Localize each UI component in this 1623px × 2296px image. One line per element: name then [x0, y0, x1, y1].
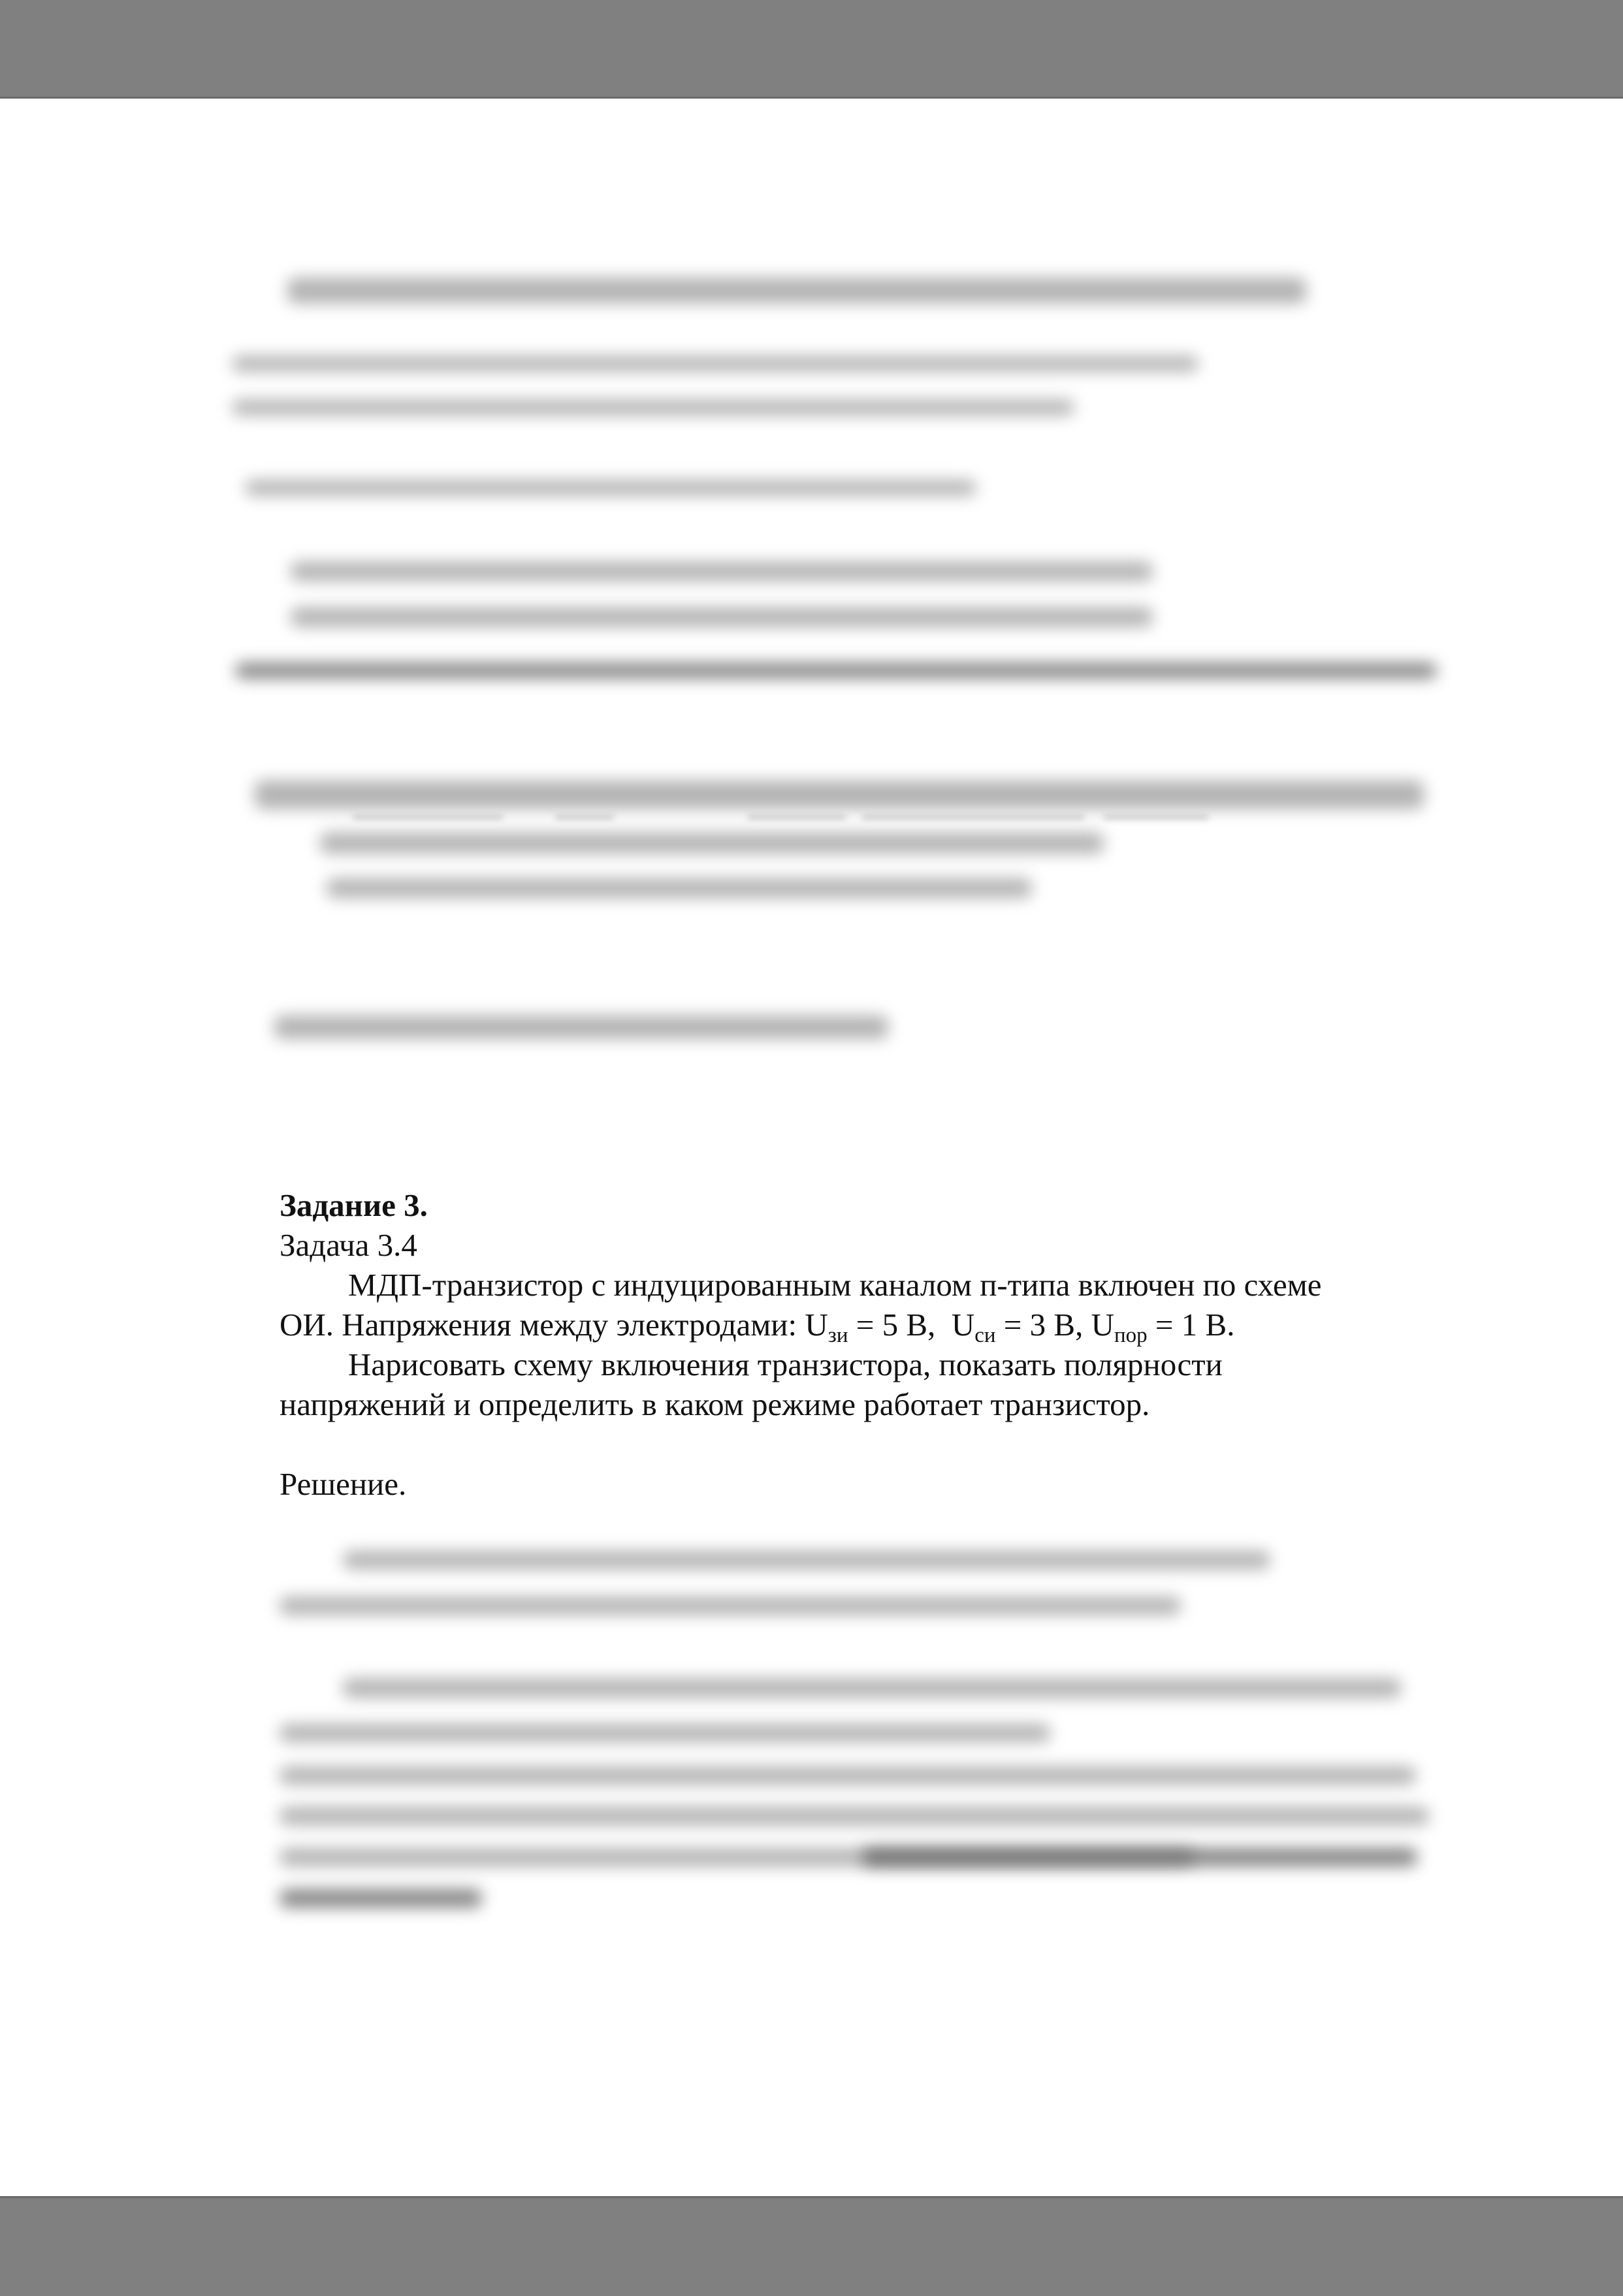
- voltage-symbol: U: [951, 1307, 975, 1343]
- voltage-symbol: U: [1091, 1307, 1114, 1343]
- voltage-subscript: пор: [1114, 1324, 1148, 1347]
- task-number: Задача 3.4: [280, 1227, 417, 1263]
- viewer-bottom-bar: [0, 2196, 1623, 2296]
- task-section: [280, 1185, 1442, 1504]
- voltage-value: = 1 В.: [1155, 1307, 1235, 1343]
- voltage-value: = 5 В,: [856, 1307, 936, 1343]
- task-instruction-line-2: напряжений и определить в каком режиме работает транзистор.: [280, 1386, 1150, 1422]
- task-condition-line-2: [280, 1305, 1442, 1345]
- task-instruction-line-1: Нарисовать схему включения транзистора, показать полярности: [348, 1347, 1223, 1382]
- voltage-subscript: зи: [828, 1324, 848, 1347]
- task-condition-line-1: МДП-транзистор с индуцированным каналом п-типа включен по схеме: [348, 1267, 1322, 1303]
- voltages-intro: ОИ. Напряжения между электродами: U: [280, 1307, 828, 1343]
- voltage-value: = 3 В,: [1003, 1307, 1084, 1343]
- solution-label: Решение.: [280, 1466, 407, 1502]
- voltage-subscript: си: [974, 1324, 996, 1347]
- task-heading: Задание 3.: [280, 1187, 428, 1223]
- viewer-top-bar: [0, 0, 1623, 99]
